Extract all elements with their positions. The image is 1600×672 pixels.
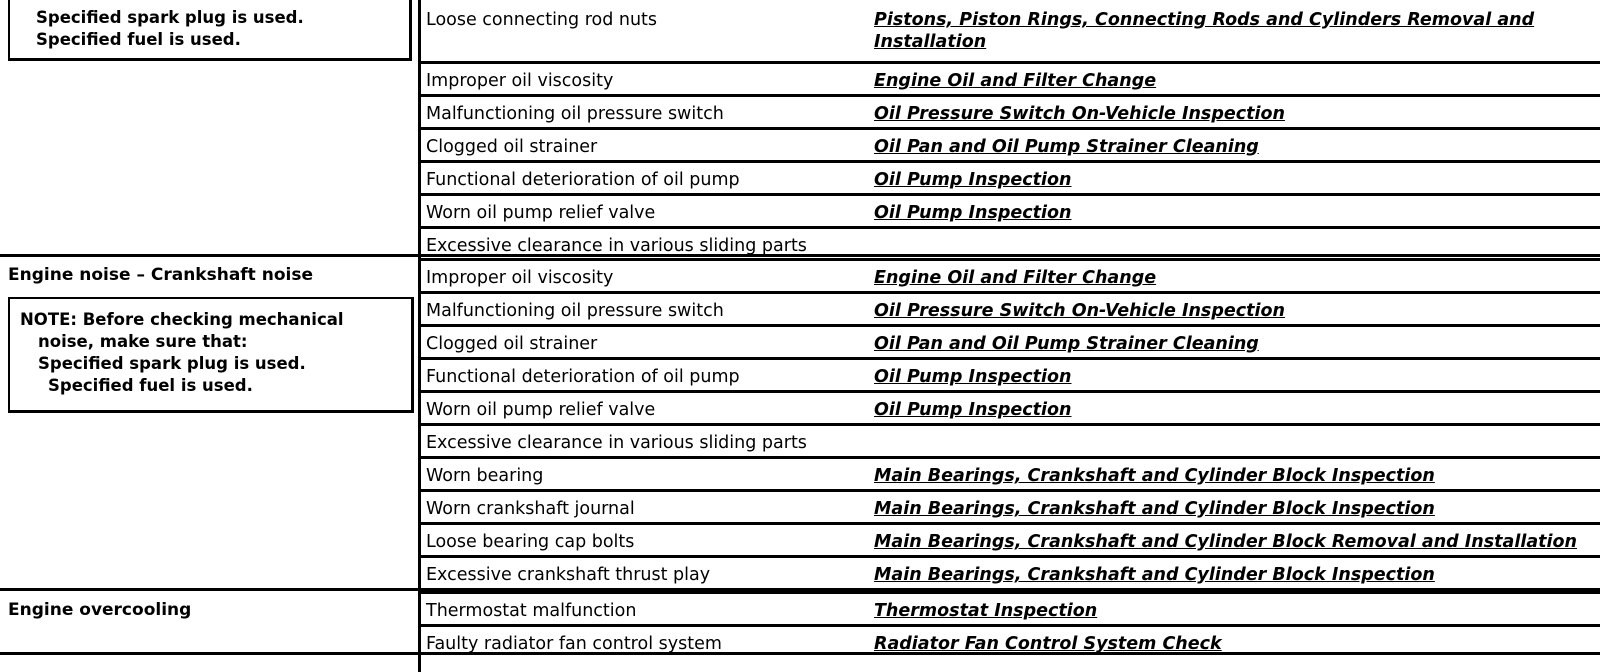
row-divider bbox=[418, 226, 1600, 229]
procedure-link[interactable] bbox=[874, 633, 1222, 655]
procedure-link-line[interactable]: Thermostat Inspection bbox=[874, 601, 1098, 621]
table-bottom-border bbox=[0, 652, 1600, 655]
procedure-link-line[interactable]: Main Bearings, Crankshaft and Cylinder Block Inspection bbox=[874, 565, 1435, 585]
procedure-link[interactable] bbox=[874, 600, 1097, 622]
procedure-link-line[interactable]: Oil Pump Inspection bbox=[874, 367, 1072, 387]
procedure-link-line[interactable]: Oil Pump Inspection bbox=[874, 203, 1072, 223]
section-title: Engine overcooling bbox=[8, 600, 192, 620]
row-divider bbox=[418, 456, 1600, 459]
procedure-link[interactable] bbox=[874, 399, 1071, 421]
cause-text: Improper oil viscosity bbox=[426, 71, 614, 91]
procedure-link-line[interactable]: Oil Pan and Oil Pump Strainer Cleaning bbox=[874, 334, 1259, 354]
procedure-link-line[interactable]: Main Bearings, Crankshaft and Cylinder Block Removal and Installation bbox=[874, 532, 1578, 552]
procedure-link-line[interactable]: Oil Pump Inspection bbox=[874, 170, 1072, 190]
column-divider bbox=[418, 0, 421, 672]
cause-text: Worn oil pump relief valve bbox=[426, 400, 656, 420]
procedure-link[interactable] bbox=[874, 103, 1285, 125]
cause-text: Functional deterioration of oil pump bbox=[426, 170, 740, 190]
procedure-link[interactable] bbox=[874, 169, 1071, 191]
procedure-link[interactable] bbox=[874, 531, 1577, 553]
procedure-link[interactable] bbox=[874, 300, 1285, 322]
row-divider bbox=[418, 591, 1600, 594]
row-divider bbox=[418, 555, 1600, 558]
procedure-link-line[interactable]: Oil Pressure Switch On-Vehicle Inspection bbox=[874, 301, 1285, 321]
note-line: Specified spark plug is used. bbox=[36, 8, 304, 27]
section-title: Engine noise – Crankshaft noise bbox=[8, 265, 313, 285]
row-divider bbox=[418, 193, 1600, 196]
row-divider bbox=[418, 357, 1600, 360]
note-line: Before checking mechanical bbox=[82, 310, 344, 329]
row-divider bbox=[418, 624, 1600, 627]
procedure-link-line[interactable]: Oil Pressure Switch On-Vehicle Inspection bbox=[874, 104, 1285, 124]
procedure-link-line[interactable]: Main Bearings, Crankshaft and Cylinder Block Inspection bbox=[874, 499, 1435, 519]
note-line: Specified fuel is used. bbox=[36, 30, 241, 49]
procedure-link-line[interactable]: Radiator Fan Control System Check bbox=[874, 634, 1222, 654]
cause-text: Improper oil viscosity bbox=[426, 268, 614, 288]
procedure-link[interactable] bbox=[874, 465, 1435, 487]
note-box bbox=[8, 297, 414, 413]
cause-text: Clogged oil strainer bbox=[426, 137, 598, 157]
row-divider bbox=[418, 258, 1600, 261]
cause-text: Malfunctioning oil pressure switch bbox=[426, 301, 724, 321]
procedure-link[interactable] bbox=[874, 333, 1259, 355]
procedure-link-line[interactable]: Installation bbox=[874, 32, 987, 52]
cause-text: Faulty radiator fan control system bbox=[426, 634, 722, 654]
note-line: noise, make sure that: bbox=[38, 332, 248, 351]
row-divider bbox=[418, 324, 1600, 327]
cause-text: Clogged oil strainer bbox=[426, 334, 598, 354]
procedure-link-line[interactable]: Oil Pump Inspection bbox=[874, 400, 1072, 420]
cause-text: Loose connecting rod nuts bbox=[426, 10, 658, 30]
procedure-link[interactable] bbox=[874, 267, 1156, 289]
procedure-link[interactable] bbox=[874, 366, 1071, 388]
row-divider bbox=[418, 94, 1600, 97]
cause-text: Excessive clearance in various sliding parts bbox=[426, 433, 807, 453]
procedure-link[interactable] bbox=[874, 202, 1071, 224]
procedure-link-line[interactable]: Pistons, Piston Rings, Connecting Rods and Cylinders Removal and bbox=[874, 10, 1535, 30]
note-line: Specified fuel is used. bbox=[48, 376, 253, 395]
procedure-link-line[interactable]: Main Bearings, Crankshaft and Cylinder Block Inspection bbox=[874, 466, 1435, 486]
row-divider bbox=[418, 522, 1600, 525]
row-divider bbox=[418, 489, 1600, 492]
procedure-link[interactable] bbox=[874, 9, 1534, 53]
procedure-link-line[interactable]: Oil Pan and Oil Pump Strainer Cleaning bbox=[874, 137, 1259, 157]
row-divider bbox=[418, 127, 1600, 130]
row-divider bbox=[418, 61, 1600, 64]
cause-text: Excessive crankshaft thrust play bbox=[426, 565, 711, 585]
note-label: NOTE: bbox=[20, 310, 77, 329]
cause-text: Loose bearing cap bolts bbox=[426, 532, 635, 552]
procedure-link[interactable] bbox=[874, 564, 1435, 586]
cause-text: Worn crankshaft journal bbox=[426, 499, 635, 519]
row-divider bbox=[418, 291, 1600, 294]
note-line: Specified spark plug is used. bbox=[38, 354, 306, 373]
row-divider bbox=[418, 390, 1600, 393]
procedure-link[interactable] bbox=[874, 70, 1156, 92]
cause-text: Functional deterioration of oil pump bbox=[426, 367, 740, 387]
procedure-link-line[interactable]: Engine Oil and Filter Change bbox=[874, 71, 1157, 91]
top-note-box bbox=[8, 0, 412, 61]
cause-text: Malfunctioning oil pressure switch bbox=[426, 104, 724, 124]
cause-text: Excessive clearance in various sliding parts bbox=[426, 236, 807, 256]
cause-text: Worn bearing bbox=[426, 466, 544, 486]
cause-text: Thermostat malfunction bbox=[426, 601, 637, 621]
row-divider bbox=[418, 423, 1600, 426]
procedure-link[interactable] bbox=[874, 136, 1259, 158]
row-divider bbox=[418, 160, 1600, 163]
cause-text: Worn oil pump relief valve bbox=[426, 203, 656, 223]
procedure-link-line[interactable]: Engine Oil and Filter Change bbox=[874, 268, 1157, 288]
procedure-link[interactable] bbox=[874, 498, 1435, 520]
